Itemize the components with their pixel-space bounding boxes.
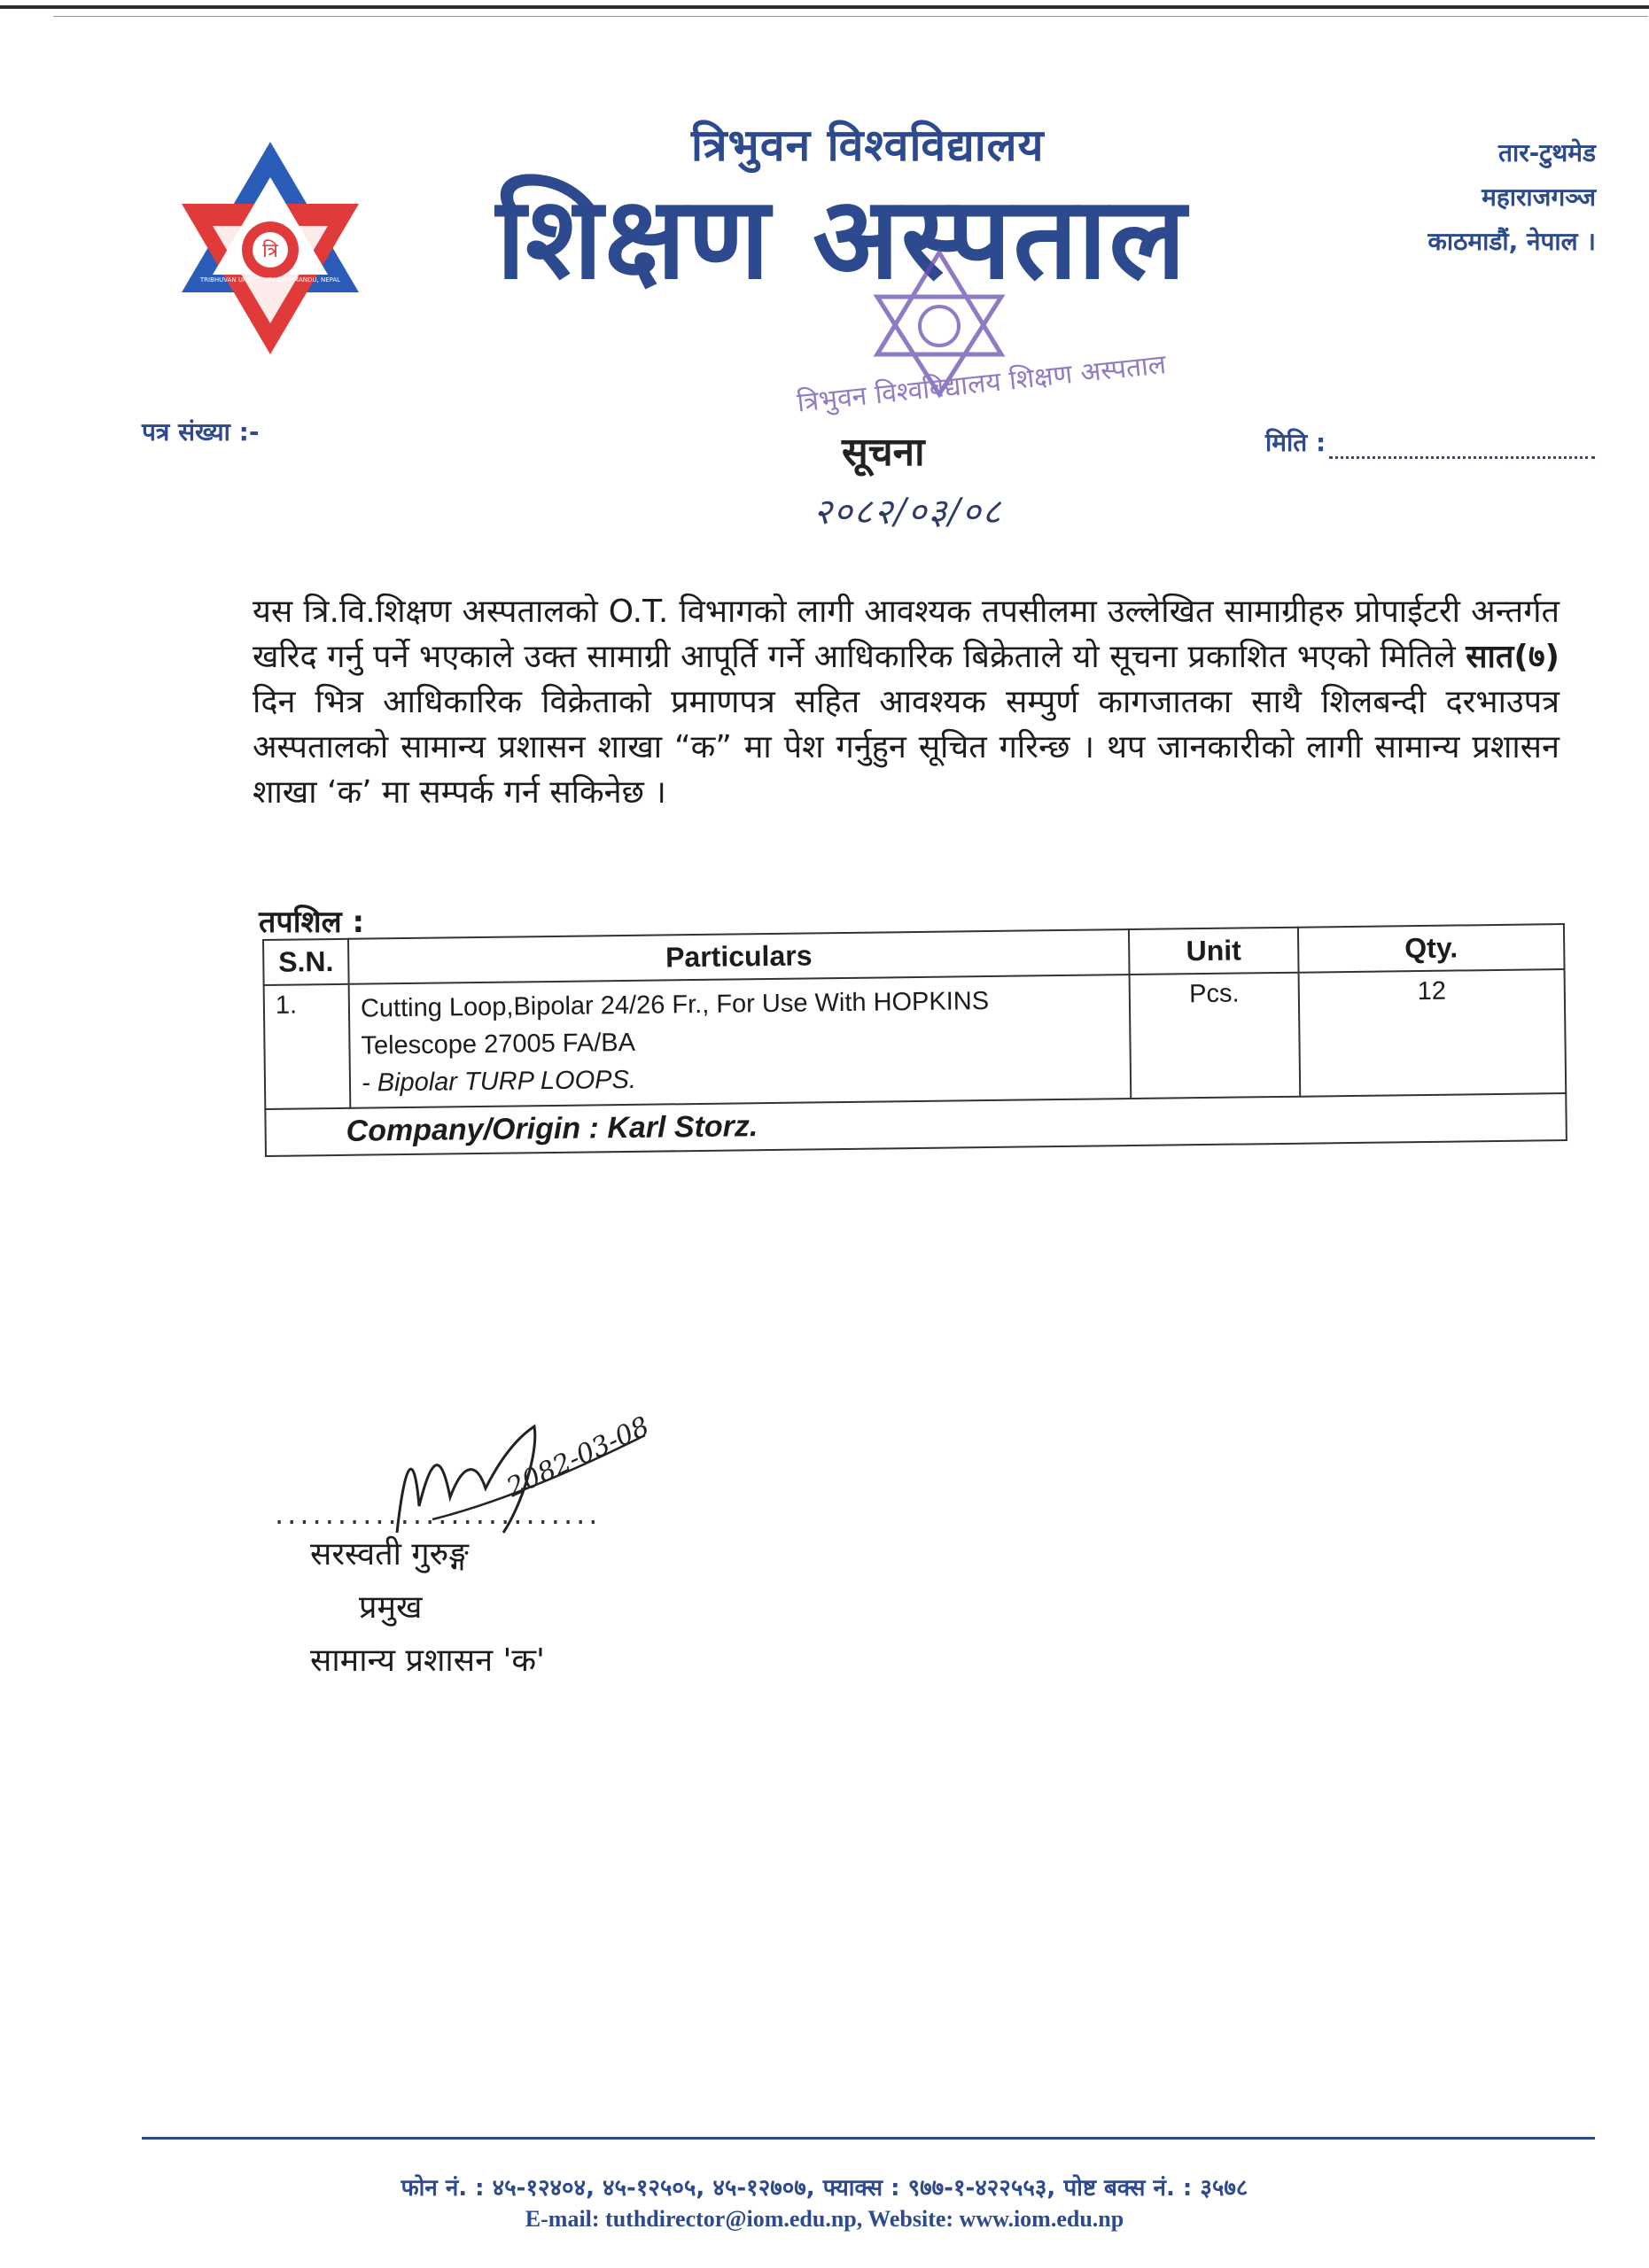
cell-unit: Pcs. [1130, 973, 1301, 1099]
university-logo [182, 142, 359, 354]
table-row [264, 969, 1567, 1109]
footer-contact: फोन नं. : ४५-१२४०४, ४५-१२५०५, ४५-१२७०७, फ्याक्स : ९७७-१-४२२५५३, पोष्ट बक्स नं. : ३५७८ [401, 2175, 1248, 2202]
signature-date: 2082-03-08 [502, 1410, 655, 1504]
schedule-label: तपशिल : [259, 905, 365, 940]
particulars-line: Telescope 27005 FA/BA [361, 1028, 636, 1060]
cell-qty: 12 [1299, 969, 1567, 1097]
particulars-line: - Bipolar TURP LOOPS. [361, 1065, 637, 1098]
cell-sn: 1. [264, 984, 351, 1109]
address-line: महाराजगञ्ज [1482, 183, 1596, 212]
body-text-days: सात(७) [1466, 639, 1560, 675]
university-name: त्रिभुवन विश्वविद्यालय [691, 120, 1045, 171]
signatory-name: सरस्वती गुरुङ्ग [310, 1536, 469, 1573]
footer-divider [142, 2137, 1595, 2140]
logo-text: TRIBHUVAN UNIVERSITY KATHMANDU, NEPAL [199, 276, 341, 284]
signature-dots: .......................... [275, 1497, 602, 1531]
svg-text:त्रि: त्रि [262, 240, 278, 262]
reference-number-label: पत्र संख्या :- [142, 417, 260, 447]
handwritten-date: २०८२/०३/०८ [813, 492, 1003, 532]
header-particulars: Particulars [348, 929, 1130, 984]
official-stamp [780, 248, 1168, 452]
header-unit: Unit [1129, 928, 1299, 975]
body-text-part1: यस त्रि.वि.शिक्षण अस्पतालको O.T. विभागको लागी आवश्यक तपसीलमा उल्लेखित सामाग्रीहरु प्रोपाईटरी अन्तर्गत खरिद गर्नु पर्ने भएकाले उक्त सामाग्री आपूर्ति गर्ने आधिकारिक बिक्रेताले यो सूचना प्रकाशित भएको मितिले [253, 594, 1560, 675]
body-text-part2: दिन भित्र आधिकारिक विक्रेताको प्रमाणपत्र सहित आवश्यक सम्पुर्ण कागजातका साथै शिलबन्दी दरभाउपत्र अस्पतालको सामान्य प्रशासन शाखा “क” मा पेश गर्नुहुन सूचित गरिन्छ । थप जानकारीको लागी सामान्य प्रशासन शाखा ‘क’ मा सम्पर्क गर्न सकिनेछ । [253, 684, 1560, 811]
scan-top-edge [0, 5, 1649, 9]
date-label: मिति : [1265, 428, 1326, 457]
header-qty: Qty. [1298, 924, 1565, 973]
signatory-title: प्रमुख [359, 1589, 423, 1626]
cell-particulars [349, 975, 1132, 1108]
notice-title: सूचना [842, 430, 925, 475]
date-blank [1329, 437, 1595, 459]
particulars-line: Cutting Loop,Bipolar 24/26 Fr., For Use With HOPKINS [360, 986, 990, 1023]
address-line: तार-टुथमेड [1497, 138, 1596, 167]
footer-web: E-mail: tuthdirector@iom.edu.np, Website: www.iom.edu.np [525, 2206, 1124, 2232]
header-sn: S.N. [263, 939, 349, 985]
date-field [1265, 425, 1595, 459]
company-origin: Company/Origin : Karl Storz. [265, 1093, 1567, 1156]
scan-top-edge-faint [53, 16, 1648, 17]
signatory-department: सामान्य प्रशासन 'क' [310, 1643, 545, 1679]
notice-body [253, 589, 1560, 815]
stamp-text: त्रिभुवन विश्वविद्यालय शिक्षण अस्पताल [795, 349, 1168, 419]
hospital-name: शिक्षण अस्पताल [496, 173, 1188, 305]
address-block [1427, 131, 1596, 264]
items-table [262, 923, 1567, 1157]
address-line: काठमाडौं, नेपाल । [1427, 227, 1596, 256]
signatory-block [310, 1528, 545, 1688]
